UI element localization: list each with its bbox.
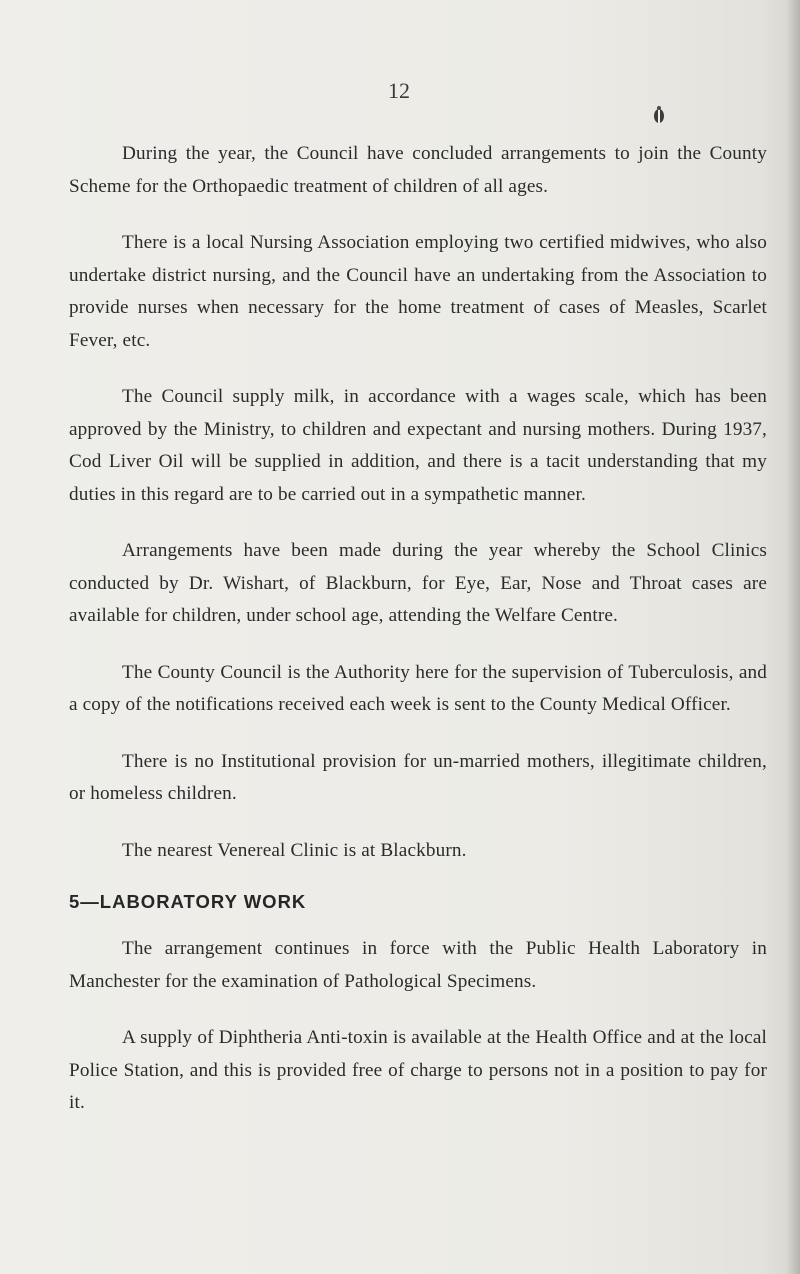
paragraph-orthopaedic-scheme: During the year, the Council have concluded arrangements to join the County Scheme for the Orthopaedic treatment of children of all ages. bbox=[69, 143, 767, 197]
paragraph-school-clinics: Arrangements have been made during the year whereby the School Clinics conducted by Dr. Wishart, of Blackburn, for Eye, Ear, Nose and Throat cases are available for children, under school age, attending the Welfare Centre. bbox=[69, 540, 767, 626]
page-number: 12 bbox=[388, 78, 410, 103]
paragraph-milk-supply: The Council supply milk, in accordance with a wages scale, which has been approved by the Ministry, to children and expectant and nursing mothers. During 1937, Cod Liver Oil will be supplied in addition, and there is a tacit understanding that my duties in this regard are to be carried out in a sympathetic manner. bbox=[69, 386, 767, 505]
section-heading: 5—LABORATORY WORK bbox=[69, 891, 307, 912]
paragraph-tuberculosis: The County Council is the Authority here for the supervision of Tuberculosis, and a copy of the notifications received each week is sent to the County Medical Officer. bbox=[69, 661, 767, 715]
paragraph-institutional-provision: There is no Institutional provision for un-married mothers, illegitimate children, or homeless children. bbox=[69, 750, 767, 804]
ink-blot-icon bbox=[652, 104, 666, 126]
paragraph-laboratory: The arrangement continues in force with the Public Health Laboratory in Manchester for the examination of Pathological Specimens. bbox=[69, 938, 767, 992]
paragraph-antitoxin: A supply of Diphtheria Anti-toxin is available at the Health Office and at the local Police Station, and this is provided free of charge to persons not in a position to pay for it. bbox=[69, 1027, 767, 1113]
page-edge-shadow bbox=[786, 0, 800, 1274]
paragraph-venereal-clinic: The nearest Venereal Clinic is at Blackburn. bbox=[122, 839, 467, 861]
body-text bbox=[69, 138, 767, 1144]
paragraph-nursing-association: There is a local Nursing Association employing two certified midwives, who also undertake district nursing, and the Council have an undertaking from the Association to provide nurses when necessary for the home treatment of cases of Measles, Scarlet Fever, etc. bbox=[69, 232, 767, 351]
